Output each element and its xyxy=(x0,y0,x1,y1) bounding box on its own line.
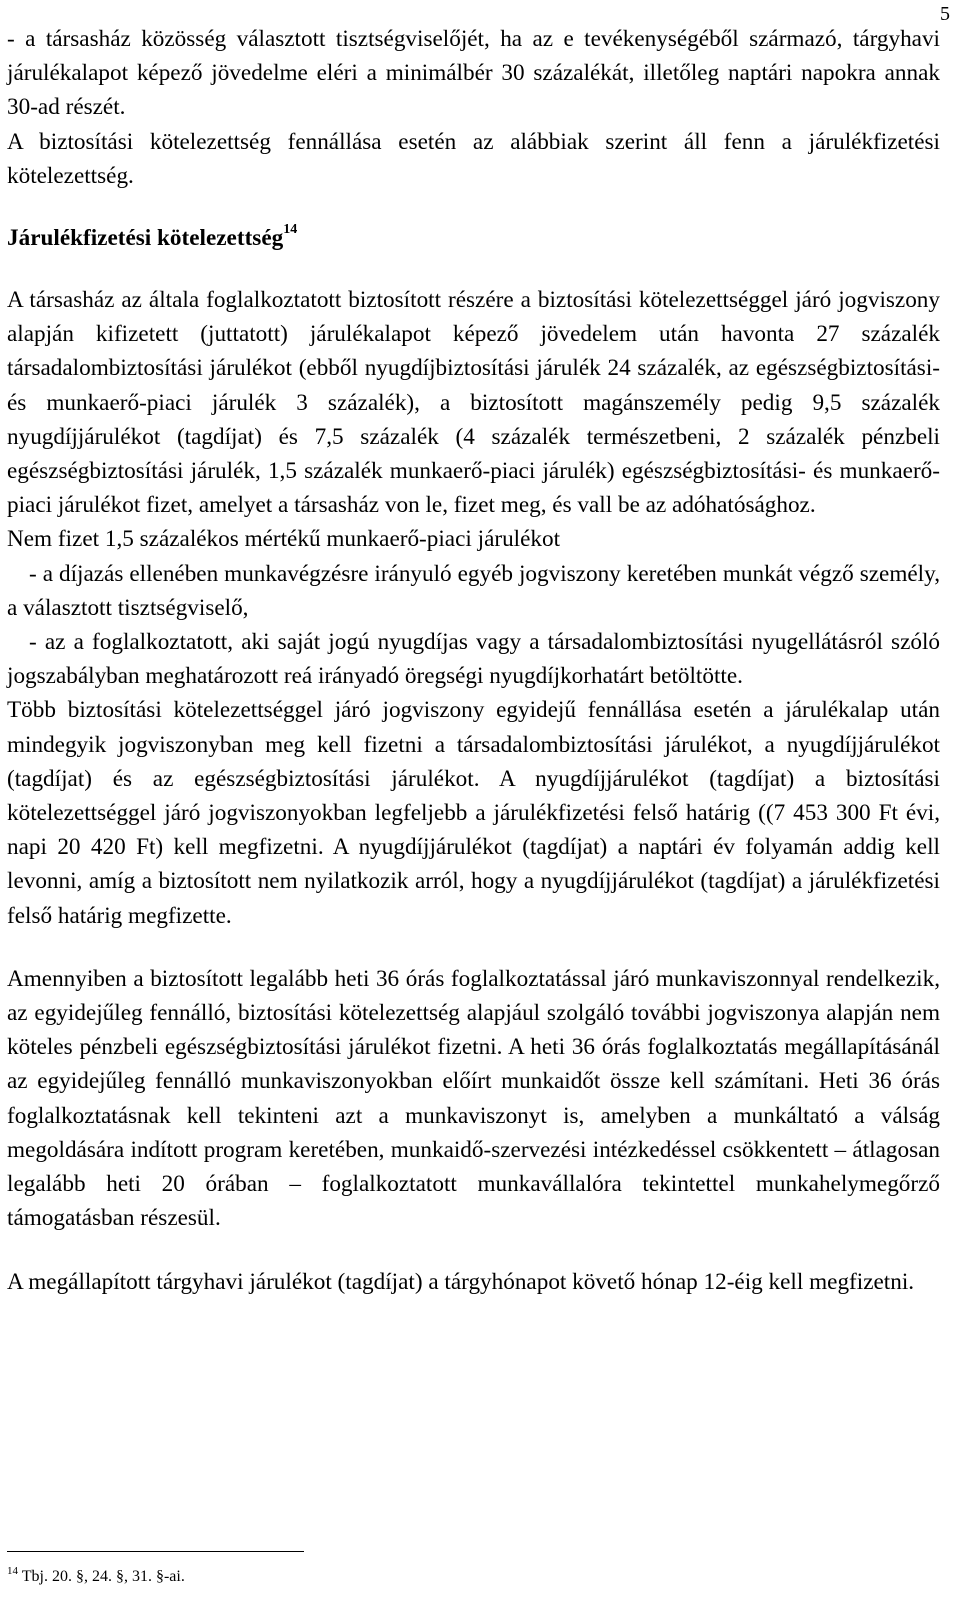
body-section xyxy=(7,283,940,1299)
intro-paragraph-2: A biztosítási kötelezettség fennállása esetén az alábbiak szerint áll fenn a járulékfizetési kötelezettség. xyxy=(7,128,940,189)
footnote-text: Tbj. 20. §, 24. §, 31. §-ai. xyxy=(21,1568,185,1585)
body-paragraph-3: Több biztosítási kötelezettséggel járó jogviszony egyidejű fennállása esetén a járulékalap után mindegyik jogviszonyban meg kell fizetni a társadalombiztosítási járulékot, a nyugdíjjárulékot (tagdíjat) és az egészségbiztosítási járulékot. A nyugdíjjárulékot (tagdíjat) a biztosítási kötelezettséggel járó jogviszonyokban legfeljebb a járulékfizetési felső határig ((7 453 300 Ft évi, napi 20 420 Ft) kell megfizetni. A nyugdíjjárulékot (tagdíjat) a naptári év folyamán addig kell levonni, amíg a biztosított nem nyilatkozik arról, hogy a nyugdíjjárulékot (tagdíjat) a járulékfizetési felső határig megfizette. xyxy=(7,697,940,929)
page-number: 5 xyxy=(940,3,950,25)
footnote-reference: 14 xyxy=(283,222,298,238)
body-paragraph-5: A megállapított tárgyhavi járulékot (tagdíjat) a tárgyhónapot követő hónap 12-éig kell megfizetni. xyxy=(7,1268,915,1295)
list-item-2: - az a foglalkoztatott, aki saját jogú nyugdíjas vagy a társadalombiztosítási nyugellátásról szóló jogszabályban meghatározott reá irányadó öregségi nyugdíjkorhatárt betöltötte. xyxy=(7,629,940,690)
footnote-number: 14 xyxy=(7,1565,18,1577)
intro-section xyxy=(7,0,940,193)
body-paragraph-2: Nem fizet 1,5 százalékos mértékű munkaerő-piaci járulékot xyxy=(7,526,561,553)
body-paragraph-4: Amennyiben a biztosított legalább heti 36 órás foglalkoztatással járó munkaviszonnyal rendelkezik, az egyidejűleg fennálló, biztosítási kötelezettség alapjául szolgáló további jogviszonya alapján nem köteles pénzbeli egészségbiztosítási járulékot fizetni. A heti 36 órás foglalkoztatás megállapításánál az egyidejűleg fennálló munkaviszonyokban előírt munkaidőt össze kell számítani. Heti 36 órás foglalkoztatásnak kell tekinteni azt a munkaviszonyt is, amelyben a munkáltató a válság megoldására indított program keretében, munkaidő-szervezési intézkedéssel csökkentett – átlagosan legalább heti 20 órában – foglalkoztatott munkavállalóra tekintettel munkahelymegőrző támogatásban részesül. xyxy=(7,965,940,1232)
footnote-divider xyxy=(7,1551,304,1552)
footnote xyxy=(7,1566,185,1588)
list-item-1: - a díjazás ellenében munkavégzésre irányuló egyéb jogviszony keretében munkát végző személy, a választott tisztségviselő, xyxy=(7,560,940,621)
document-page xyxy=(7,0,940,1299)
body-paragraph-1: A társasház az általa foglalkoztatott biztosított részére a biztosítási kötelezettséggel járó jogviszony alapján kifizetett (juttatott) járulékalapot képező jövedelem után havonta 27 százalék társadalombiztosítási járulékot (ebből nyugdíjbiztosítási járulék 24 százalék, az egészségbiztosítási- és munkaerő-piaci járulék 3 százalék), a biztosított magánszemély pedig 9,5 százalék nyugdíjjárulékot (tagdíjat) és 7,5 százalék (4 százalék természetbeni, 2 százalék pénzbeli egészségbiztosítási járulék, 1,5 százalék munkaerő-piaci járulék) egészségbiztosítási- és munkaerő-piaci járulékot fizet, amelyet a társasház von le, fizet meg, és vall be az adóhatósághoz. xyxy=(7,287,940,519)
intro-paragraph-1: - a társasház közösség választott tisztségviselőjét, ha az e tevékenységéből származó, tárgyhavi járulékalapot képező jövedelme eléri a minimálbér 30 százalékát, illetőleg naptári napokra annak 30-ad részét. xyxy=(7,26,940,121)
section-heading-text: Járulékfizetési kötelezettség xyxy=(7,225,284,252)
section-heading xyxy=(7,221,940,255)
